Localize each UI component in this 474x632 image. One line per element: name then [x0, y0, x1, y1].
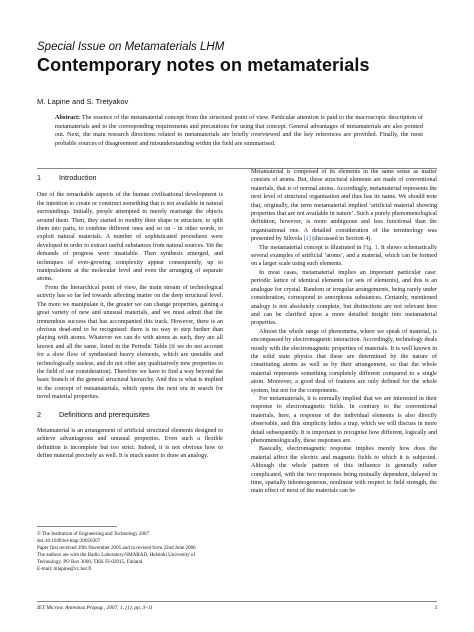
right-paragraph-4: Almost the whole range of phenomena, where we speak of material, is encompassed by electromagnetic interaction. Accordingly, technology deals mostly with the electromagnetic properties of materials. It is well known in the solid state physics that these are determined by the nature of constituting atoms as well as by their arrangement, so that the whole material represents something completely different compared to a single atom. Moreover, a good deal of features are only defined for the whole system, but not for the components.	[251, 328, 437, 394]
text-span: . It shows schematically several examples of artificial ‘atoms’, and a material, which can be formed on a larger scale using such elements.	[251, 244, 437, 268]
footnote-email: E-mail: mlapine@cc.hut.fi	[37, 566, 92, 572]
footnotes	[37, 531, 227, 573]
footnote-address: Technology, PO Box 3000, TKK FI-02015, Finland	[37, 559, 143, 565]
footnote-doi: doi:10.1049/iet-map:20050307	[37, 538, 101, 544]
page-footer	[37, 605, 437, 611]
section-number: 1	[37, 173, 41, 182]
footnote-received: Paper first received 29th November 2005 and in revised form 22nd June 2006	[37, 545, 196, 551]
right-paragraph-2	[251, 244, 437, 269]
paper-title: Contemporary notes on metamaterials	[37, 55, 370, 75]
right-paragraph-3: In most cases, metamaterial implies an important particular case: periodic lattice of identical elements (or sets of elements), and this is an analogue for crystal. Random or irregular arrangements, being rarely under consideration, correspond to amorphous substances. Certainly, mentioned analogy is not absolutely complete, but distinctions are not relevant here and can be clarified upon a more detailed insight into metamaterial properties.	[251, 269, 437, 327]
figure-link[interactable]: Fig. 1	[363, 244, 378, 251]
abstract-text: The essence of the metamaterial concept from the structural point of view. Particular attention is paid to the macroscopic description of metamaterials and to the corresponding requirements and precautions for using that concept. General advantages of metamaterials are also pointed out. Next, the main research directions related to metamaterials are briefly overviewed and the key references are provided. Finally, the most probable sources of disagreement and misunderstanding within the field are summarised.	[55, 114, 423, 148]
right-paragraph-1	[251, 168, 437, 244]
section-number: 2	[37, 409, 41, 419]
footer-divider	[37, 601, 437, 602]
section-heading-introduction	[37, 174, 223, 182]
section-title: Definitions and prerequisites	[59, 409, 150, 419]
special-issue-header: Special Issue on Metamaterials LHM	[37, 41, 225, 53]
text-span: (discussed in Section 4).	[310, 236, 372, 243]
right-paragraph-5: For metamaterials, it is normally implied that we are interested in their response to electromagnetic fields. In contrary to the conventional materials, here, a response of the individual elements is also directly observable, and this simplicity hides a trap, which we will discuss in more detail subsequently. It is important to recognise how different, logically and phenomenologically, these responses are.	[251, 395, 437, 444]
footnote-affiliation: The authors are with the Radio Laboratory/SMARAD, Helsinki University of	[37, 552, 196, 558]
right-column	[251, 168, 437, 496]
definitions-paragraph-1: Metamaterial is an arrangement of artificial structural elements designed to achieve advantageous and unusual properties. Even such a flexible definition is incomplete but too strict. Indeed, it is not obvious how to define material precisely as well. It is much easier to draw an analogy.	[37, 427, 223, 460]
abstract	[55, 114, 423, 149]
left-column	[37, 174, 223, 461]
page-number: 3	[434, 605, 437, 611]
text-span: Metamaterial is composed of its elements in the same sense as matter consists of atoms. But, these structural elements are made of conventional materials, that is of normal atoms. Accordingly, metamaterial represents the next level of structural organisation and thus has its name. We should note that, originally, the term metamaterial implied ‘artificial material showing properties that are not available in nature’. Such a purely phenomenological definition, however, is more ambiguous and less functional than the organisational one. A detailed consideration of the terminology was presented by Sihvola	[251, 169, 437, 243]
journal-citation: IET Microw. Antennas Propag., 2007, 1, (1), pp. 3–11	[37, 605, 153, 611]
intro-paragraph-1: One of the remarkable aspects of the human civilisational development is the intention to create or construct something that is not available in natural surroundings. Initially, people attempted to merely rearrange the objects around them. Then, they started to modify their shape or structure, to split them into parts, to combine different ones and so on – in other words, to exploit natural materials. A number of sophisticated procedures were developed in order to extract useful substances from natural sources. Yet the demands of progress were insatiable. Then synthesis emerged, and techniques of ever-growing complexity appear consequently, up to manipulations at the molecular level and even the arranging of separate atoms.	[37, 192, 223, 283]
footnote-divider	[37, 526, 117, 527]
footnote-copyright: © The Institution of Engineering and Technology 2007	[37, 531, 150, 537]
intro-paragraph-2: From the hierarchical point of view, the main stream of technological activity has so far led towards affecting matter on the deep structural level. The more we manipulate it, the greater we can change properties, gaining a great variety of new and unusual materials, and we must admit that the tremendous success that has accompanied this track. However, there is an obvious dead-end to be recognised: there is no way to step further than playing with atoms. Whatever we can do with atoms as such, they are all known and all the same, listed in the Periodic Table (if we do not account for a slow flow of synthesised heavy elements, which are unstable and technologically useless, and do not offer any qualitatively new properties to the field of our consideration). Therefore we have to find a way beyond the basic branch of the general structural hierarchy. And this is what is implied in the concept of metamaterials, which opens the next era in search for novel material properties.	[37, 284, 223, 401]
section-heading-definitions	[37, 411, 223, 419]
authors: M. Lapine and S. Tretyakov	[37, 97, 129, 106]
citation-link[interactable]: [1]	[303, 236, 311, 243]
text-span: The metamaterial concept is illustrated in	[259, 244, 364, 251]
right-paragraph-6: Basically, electromagnetic response implies merely how does the material affect the electric and magnetic fields to which it is subjected. Although the whole pattern of this influence is generally rather complicated, with the two responses being mutually dependent, delayed in time, spatially inhomogeneous, nonlinear with respect to field strength, the main effect of most of the materials can be	[251, 446, 437, 495]
section-title: Introduction	[59, 173, 97, 182]
abstract-label: Abstract:	[55, 114, 81, 121]
